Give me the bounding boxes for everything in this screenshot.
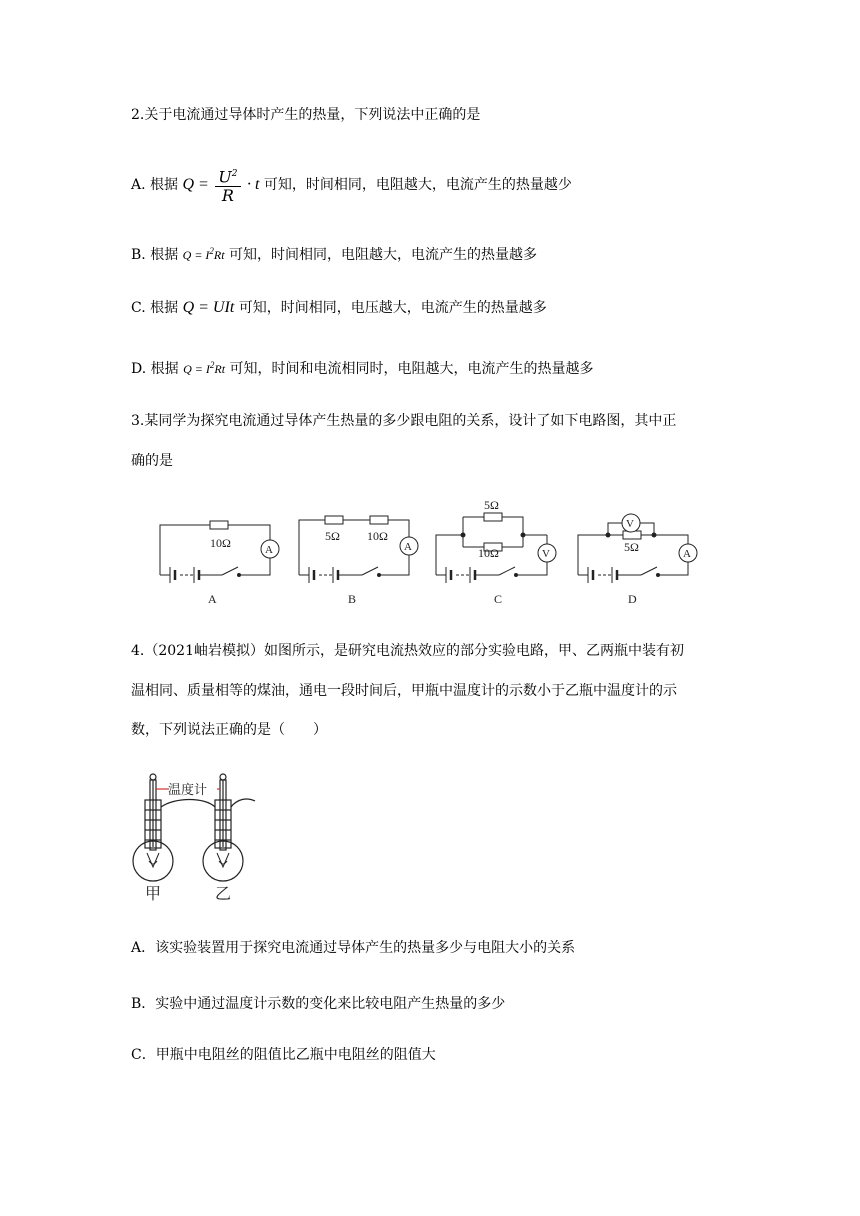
q4-stem-line2: 温相同、质量相等的煤油，通电一段时间后，甲瓶中温度计的示数小于乙瓶中温度计的示 — [131, 683, 677, 699]
circuit-label: B — [348, 592, 357, 606]
q2-stem: 2.关于电流通过导体时产生的热量，下列说法中正确的是 — [131, 107, 481, 123]
resistor-label: 10Ω — [367, 529, 388, 543]
q2-option-b — [131, 241, 537, 265]
circuit-label: D — [628, 592, 637, 606]
q2-option-c — [131, 298, 547, 318]
resistor — [210, 521, 228, 529]
option-text: 可知，时间相同，电阻越大，电流产生的热量越少 — [263, 177, 572, 194]
meter-label: A — [404, 541, 412, 553]
formula: $Q = I^2Rt$ — [182, 246, 225, 262]
q3-stem-line2: 确的是 — [131, 453, 173, 469]
option-prefix: A. 根据 — [131, 177, 179, 194]
meter-label: A — [265, 544, 273, 556]
q4-option-c: C．甲瓶中电阻丝的阻值比乙瓶中电阻丝的阻值大 — [131, 1047, 436, 1063]
meter-label: V — [626, 518, 634, 530]
meter-label: A — [683, 548, 691, 560]
meter-label: V — [542, 548, 550, 560]
circuit-a — [160, 521, 279, 606]
q4-stem-line1: 4.（2021岫岩模拟）如图所示，是研究电流热效应的部分实验电路，甲、乙两瓶中装有初 — [131, 643, 684, 659]
formula: $Q = I^2Rt$ — [183, 360, 226, 376]
formula: Q = UIt — [182, 299, 235, 316]
circuit-label: C — [494, 592, 503, 606]
circuit-c — [436, 498, 556, 606]
q4-option-b: B．实验中通过温度计示数的变化来比较电阻产生热量的多少 — [131, 996, 506, 1012]
circuit-b — [299, 516, 418, 606]
q2-option-a — [131, 165, 572, 205]
formula-denominator: R — [221, 186, 234, 206]
resistor-label: 5Ω — [325, 529, 340, 543]
option-prefix: B. 根据 — [131, 247, 179, 263]
resistor-label: 10Ω — [478, 546, 499, 560]
flask-right-label: 乙 — [215, 884, 232, 903]
formula-fraction: $\frac{U^2}{R}$ — [215, 165, 240, 205]
q2-option-d — [131, 355, 593, 379]
resistor-label: 5Ω — [484, 498, 499, 512]
option-text: 可知，时间相同，电阻越大，电流产生的热量越多 — [229, 247, 538, 263]
resistor — [370, 516, 388, 524]
resistor-label: 10Ω — [210, 536, 231, 550]
resistor — [325, 516, 343, 524]
q3-stem-line1: 3.某同学为探究电流通过导体产生热量的多少跟电阻的关系，设计了如下电路图，其中正 — [131, 413, 677, 429]
resistor-label: 5Ω — [624, 540, 639, 554]
option-prefix: D. 根据 — [131, 361, 179, 377]
formula-tail: · t — [246, 176, 260, 194]
circuit-d — [578, 514, 697, 606]
option-prefix: C. 根据 — [131, 300, 179, 316]
q4-thermometer-figure — [125, 765, 265, 905]
thermometer-label: 温度计 — [168, 783, 208, 798]
formula-numerator: U — [218, 167, 232, 187]
flask-left-label: 甲 — [145, 884, 162, 903]
left-thermometer — [145, 774, 161, 850]
option-text: 可知，时间和电流相同时，电阻越大，电流产生的热量越多 — [229, 361, 594, 377]
q3-circuit-diagrams — [0, 495, 860, 615]
q4-stem-line3: 数，下列说法正确的是（ ） — [131, 722, 327, 738]
resistor — [484, 513, 502, 521]
q4-option-a: A．该实验装置用于探究电流通过导体产生的热量多少与电阻大小的关系 — [131, 940, 576, 956]
formula-lhs: Q = — [182, 176, 209, 194]
circuit-label: A — [208, 592, 217, 606]
option-text: 可知，时间相同，电压越大，电流产生的热量越多 — [238, 300, 547, 316]
right-thermometer — [215, 774, 231, 850]
